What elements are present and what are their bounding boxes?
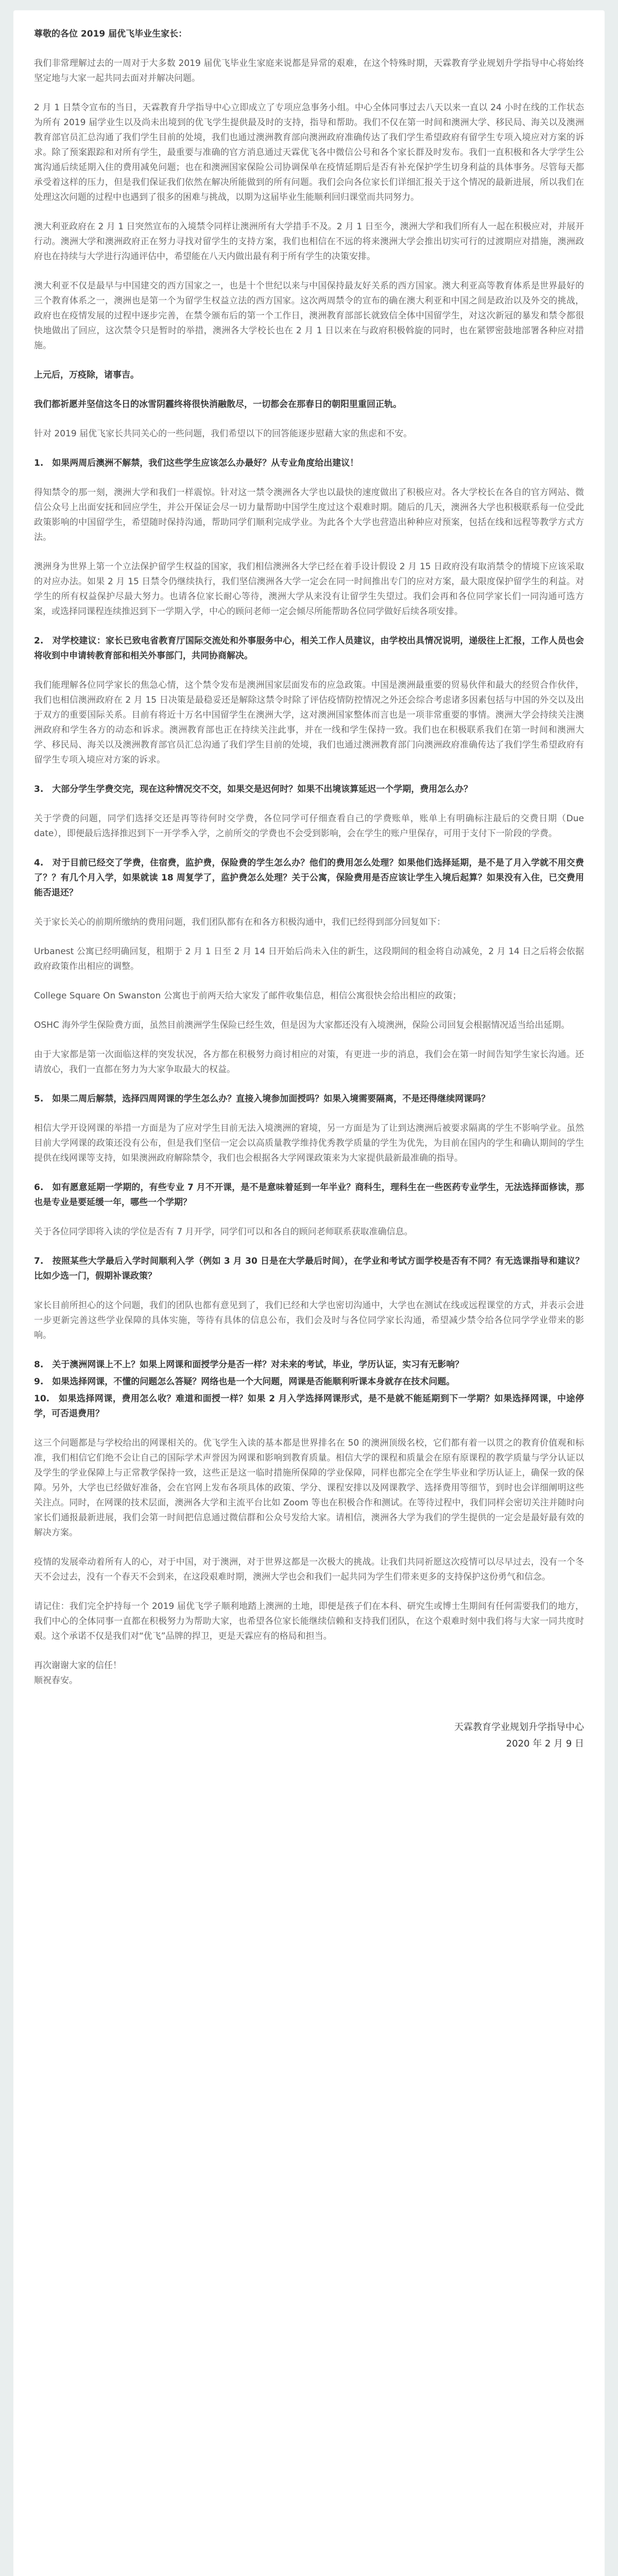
answer-4b: Urbanest 公寓已经明确回复，租期于 2 月 1 日至 2 月 14 日开始后尚未入住的新生，这段期间的租金将自动减免，2 月 14 日之后将会依据政府政策作出相应的调整。 [34,946,584,972]
answer-1a: 得知禁令的那一刻，澳洲大学和我们一样震惊。针对这一禁令澳洲各大学也以最快的速度做出了积极应对。各大学校长在各自的官方网站、微信公众号上出面安抚和回应学生，并公开保证会尽一切力量帮助中国学生度过这个艰难时期。随后的几天，澳洲各大学也积极联系每一位受此政策影响的中国留学生，希望随时保持沟通，帮助同学们顺利完成学业。为此各个大学也营造出种种应对预案，包括在线和远程等教学方式方法。 [34,487,584,543]
answer-6: 关于各位同学即将入读的学位是否有 7 月开学，同学们可以和各自的顾问老师联系获取准确信息。 [34,1227,413,1237]
paragraph-1: 2 月 1 日禁令宣布的当日，天霖教育升学指导中心立即成立了专项应急事务小组。中心全体同事过去八天以来一直以 24 小时在线的工作状态为所有 2019 届学业生以及尚未出境到的优飞学生提供最及时的支持，指导和帮助。我们不仅在第一时间和澳洲大学、移民局、海关以及澳洲教育部官员汇总沟通了我们学生目前的处境，我们也通过澳洲教育部向澳洲政府准确传达了我们学生希望政府有留学生专项入境应对方案的诉求。除了预案跟踪和对所有学生，最重要与准确的官方消息通过天霖优飞各中微信公号和各个家长群及时发布。我们一直积极和各大学学生公寓沟通后续延期入住的费用减免问题；也在和澳洲国家保险公司协调保单在疫情延期后是否有补充保护学生切身利益的具体事务。尽管每天都承受着这样的压力，但是我们保证我们依然在解决所能做到的所有问题。我们会向各位家长们详细汇报关于这个情况的最新进展，所以我们在处理这次问题的过程中也遇到了很多的困难与挑战，以期为这届毕业生能顺利回归课堂而共同努力。 [34,103,584,202]
question-6: 6. 如有愿意延期一学期的，有些专业 7 月不开课，是不是意味着延到一年半业？商科生，理科生在一些医药专业学生，无法选择面修读，那也是专业是要延缓一年，哪些一个学期？ [34,1182,584,1208]
signature-date: 2020 年 2 月 9 日 [506,1738,584,1749]
question-1: 1. 如果两周后澳洲不解禁，我们这些学生应该怎么办最好？从专业角度给出建议！ [34,458,359,468]
paragraph-3: 澳大利亚不仅是最早与中国建交的西方国家之一，也是十个世纪以来与中国保持最友好关系的西方国家。澳大利亚高等教育体系是世界最好的三个教育体系之一，澳洲也是第一个为留学生权益立法的西方国家。这次两周禁令的宣布的确在澳大利亚和中国之间是政治以及外交的挑战，政府也在疫情发展的过程中逐步完善，在禁令颁布后的第一个工作日，澳洲教育部部长就致信全体中国留学生，对这次新冠的暴发和禁令都很快地做出了回应，这次禁令只是暂时的举措，澳洲各大学校长也在 2 月 1 日以来在与政府积极斡旋的同时，也在紧锣密鼓地部署各种应对措施。 [34,281,584,351]
intro-paragraph: 我们非常理解过去的一周对于大多数 2019 届优飞毕业生家庭来说都是异常的艰难，在这个特殊时期，天霖教育学业规划升学指导中心将始终坚定地与大家一起共同去面对并解决问题。 [34,58,584,83]
question-2: 2. 对学校建议：家长已致电省教育厅国际交流处和外事服务中心，相关工作人员建议，由学校出具情况说明，递级往上汇报，工作人员也会将收到中申请转教育部和相关外事部门，共同协商解决。 [34,636,584,661]
salutation: 尊敬的各位 2019 届优飞毕业生家长： [34,29,187,39]
letter-body [34,27,584,1752]
paragraph-2: 澳大利亚政府在 2 月 1 日突然宣布的入境禁令同样让澳洲所有大学措手不及。2 月 1 日至今，澳洲大学和我们所有人一起在积极应对，并展开行动。澳洲大学和澳洲政府正在努力寻找对留学生的支持方案，我们也相信在不远的将来澳洲大学会推出切实可行的过渡期应对措施，澳洲政府也在持续与大学进行沟通评估中，希望能在八天内做出最有利于所有学生的决策安排。 [34,222,584,262]
answer-4d: OSHC 海外学生保险费方面，虽然目前澳洲学生保险已经生效，但是因为大家都还没有入境澳洲，保险公司回复会根据情况适当给出延期。 [34,1020,570,1030]
answer-5: 相信大学开设网课的举措一方面是为了应对学生目前无法入境澳洲的窘境，另一方面是为了让到达澳洲后被要求隔离的学生不影响学业。虽然目前大学网课的政策还没有公布，但是我们坚信一定会以高质量教学维持优秀教学质量的学生为优先，为目前在国内的学生和确认期间的学生提供在线网课等支持，如果澳洲政府解除禁令，我们也会根据各大学网课政策来为大家提供最新最准确的指导。 [34,1123,584,1163]
paragraph-promise: 请记住：我们完全护持每一个 2019 届优飞学子顺利地踏上澳洲的土地，即便是孩子们在本科、研究生或博士生期间有任何需要我们的地方，我们中心的全体同事一直都在积极努力为帮助大家，也希望各位家长能继续信赖和支持我们团队，在这个艰难时刻中我们将与大家一同共度时艰。这个承诺不仅是我们对“优飞”品牌的捍卫，更是天霖应有的格局和担当。 [34,1601,584,1641]
blessing-line: 上元后，万疫除，诸事吉。 [34,370,139,380]
answer-1b: 澳洲身为世界上第一个立法保护留学生权益的国家，我们相信澳洲各大学已经在着手设计假设 2 月 15 日政府没有取消禁令的情境下应该采取的对应办法。如果 2 月 15 日禁令仍继续执行，我们坚信澳洲各大学一定会在同一时间推出专门的应对方案，最大限度保护留学生的利益。对学生的所有权益保护尽最大努力。也请各位家长耐心等待，澳洲大学从来没有让留学生失望过。我们会再和各位同学家长们一同沟通可选方案，或选择同课程连续推迟到下一学期入学，中心的顾问老师一定会倾尽所能帮助各位同学做好后续各项安排。 [34,562,584,617]
answer-7: 家长目前所担心的这个问题，我们的团队也都有意见到了，我们已经和大学也密切沟通中，大学也在测试在线或远程课堂的方式，并表示会进一步更新完善这些学业保障的具体实施，等待有具体的信息公布，我们会及时与各位同学家长沟通，希望减少禁令给各位同学学业带来的影响。 [34,1300,584,1341]
question-3: 3. 大部分学生学费交完，现在这种情况交不交，如果交是迟何时？如果不出境该算延迟一个学期，费用怎么办？ [34,784,473,794]
answer-4c: College Square On Swanston 公寓也于前两天给大家发了邮件收集信息，相信公寓很快会给出相应的政策； [34,991,461,1001]
question-7: 7. 按照某些大学最后入学时间顺利入学（例如 3 月 30 日是在大学最后时间），在学业和考试方面学校是否有不同？有无选课指导和建议？比如少选一门，假期补课政策？ [34,1256,584,1281]
wish-line: 我们都祈愿并坚信这冬日的冰雪阴霾终将很快消融散尽，一切都会在那春日的朝阳里重回正轨。 [34,399,402,410]
paragraph-epidemic: 疫情的发展牵动着所有人的心，对于中国，对于澳洲，对于世界这都是一次极大的挑战。让我们共同祈愿这次疫情可以尽早过去，没有一个冬天不会过去，没有一个春天不会到来，在这段艰难时期，澳洲大学也会和我们一起共同为学生们带来更多的支持保护这份勇气和信念。 [34,1557,584,1582]
letter-page [13,10,605,2576]
signature-org: 天霖教育学业规划升学指导中心 [454,1722,584,1733]
question-5: 5. 如果二周后解禁，选择四周网课的学生怎么办？直接入境参加面授吗？如果入境需要隔离，不是还得继续网课吗？ [34,1094,490,1104]
answer-8-10: 这三个问题都是与学校给出的网课相关的。优飞学生入读的基本都是世界排名在 50 的澳洲顶级名校，它们都有着一以贯之的教育价值观和标准，我们相信它们绝不会让自己的国际学术声誉因为网课和影响到教育质量。相信大学的课程和质量会在原有原课程的教学质量与学分认证以及学生的学业保障上与正常教学保持一致，这些正是这一临时措施所保障的学业保障，同样也都完全在学生毕业和学历认证上，确保一致的保障。另外，大学也已经做好准备，会在官网上发布各项具体的政策、学分、课程安排以及网课教学、选择费用等细节，到时也会详细阐明这些关注点。同时，在网课的技术层面，澳洲各大学和主流平台比如 Zoom 等也在积极合作和测试。在等待过程中，我们同样会密切关注并随时向家长们通报最新进展，我们会第一时间把信息通过微信群和公众号发给大家。请相信，澳洲各大学为我们的学生提供的一定会是最好最有效的解决方案。 [34,1438,584,1538]
answer-4e: 由于大家都是第一次面临这样的突发状况，各方都在积极努力商讨相应的对策，有更进一步的消息，我们会在第一时间告知学生家长沟通。还请放心，我们一直都在努力为大家争取最大的权益。 [34,1049,584,1075]
question-9: 9. 如果选择网课，不懂的问题怎么答疑？网络也是一个大问题，网课是否能顺利听课本身就存在技术问题。 [34,1377,455,1387]
answer-3: 关于学费的问题，同学们选择交还是再等待何时交学费，各位同学可仔细查看自己的学费账单，账单上有明确标注最后的交费日期（Due date），即便最后选择推迟到下一开学季入学，之前所交的学费也不会受到影响，会在学生的账户里保存，可用于支付下一阶段的学费。 [34,814,584,839]
question-8: 8. 关于澳洲网课上不上？如果上网课和面授学分是否一样？对未来的考试，毕业，学历认证，实习有无影响？ [34,1360,464,1370]
question-4: 4. 对于目前已经交了学费，住宿费，监护费，保险费的学生怎么办？他们的费用怎么处理？如果他们选择延期，是不是了月入学就不用交费了？？有几个月入学，如果就读 18 周复学了，监护费怎么处理？关于公寓，保险费用是否应该让学生入境后起算？如果没有入住，已交费用能否退还？ [34,858,584,898]
thanks-line: 再次谢谢大家的信任！ [34,1660,122,1671]
answer-2: 我们能理解各位同学家长的焦急心情，这个禁令发布是澳洲国家层面发布的应急政策。中国是澳洲最重要的贸易伙伴和最大的经贸合作伙伴，我们也相信澳洲政府在 2 月 15 日决策是最稳妥还是解除这禁令时除了评估疫情防控情况之外还会综合考虑诸多因素包括与中国的外交以及出于双方的重要国际关系。目前有将近十万名中国留学生在澳洲大学，这对澳洲国家整体而言也是一项非常重要的事情。澳洲大学会持续关注澳洲政府和学生各方的动态和诉求。澳洲教育部也正在持续关注此事，并在一线和学生保持一致。我们也在积极联系我们在第一时间和澳洲大学、移民局、海关以及澳洲教育部官员汇总沟通了我们学生目前的处境，我们也通过澳洲教育部门向澳洲政府准确传达了我们学生希望政府有留学生专项入境应对方案的诉求。 [34,680,584,765]
question-10: 10. 如果选择网课，费用怎么收？难道和面授一样？如果 2 月入学选择网课形式，是不是就不能延期到下一学期？如果选择网课，中途停学，可否退费用？ [34,1394,584,1419]
closing-line: 顺祝春安。 [34,1675,78,1686]
answer-4a: 关于家长关心的前期所缴纳的费用问题，我们团队都有在和各方积极沟通中，我们已经得到部分回复如下： [34,917,445,927]
faq-intro: 针对 2019 届优飞家长共同关心的一些问题，我们希望以下的回答能逐步慰藉大家的焦虑和不安。 [34,429,413,439]
